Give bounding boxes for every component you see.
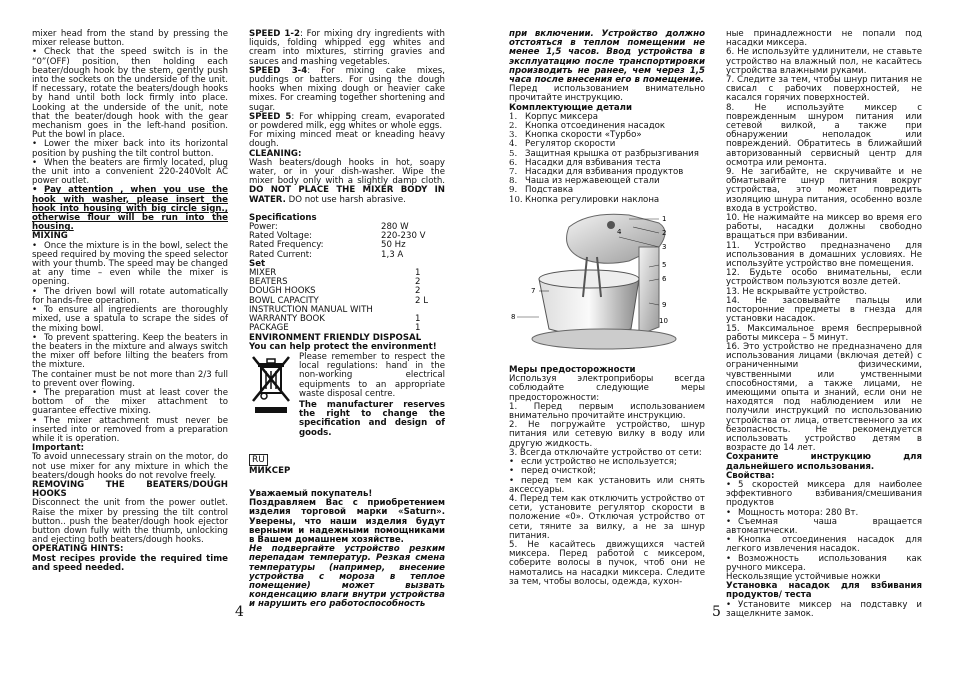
text-block: DO not use harsh abrasive.	[288, 194, 406, 205]
text-block: Возможность использования как ручного миксера.	[726, 553, 922, 573]
parts-item: 6. Насадки для взбивания теста	[509, 157, 661, 168]
text-block: When the beaters are firmly located, plug the unit into a convenient 220-240Volt AC power outlet.	[32, 157, 228, 187]
set-row: WARRANTY BOOK 1	[249, 314, 421, 325]
callout-label: 2	[662, 228, 667, 237]
text-block: The preparation must at least cover the bottom of the mixer attachment to guarantee effective mixing.	[32, 387, 228, 417]
callout-label: 9	[662, 300, 667, 309]
page-number: 5	[712, 604, 721, 620]
section-heading-mixing: MIXING	[32, 231, 68, 242]
text-block: Please remember to respect the local regulations: hand in the non-working electrical equipments to an appropriate waste disposal centre.	[299, 351, 445, 399]
text-block: 6. Не используйте удлинители, не ставьте устройство на влажный пол, не касайтесь устройства влажными руками.	[726, 47, 922, 76]
section-heading-install: Установка насадок для взбивания продуктов/ теста	[726, 581, 922, 601]
section-heading-important: Important:	[32, 443, 85, 454]
text-block: 10. Не нажимайте на миксер во время его работы, насадки должны свободно вращаться при взбивании.	[726, 213, 922, 242]
callout-label: 6	[662, 274, 667, 283]
callout-label: 10	[659, 316, 668, 325]
text-block: 16. Это устройство не предназначено для использования лицами (включая детей) с ограниченными физическими, чувственными или умственными способностями, а также лицами, не имеющими опыта и знаний, если они не находятся под наблюдением или не получили инструкций по использованию устройства от лица, ответственного за их безопасность. Не рекомендуется использовать устройство детям в возрасте до 14 лет.	[726, 341, 922, 454]
page4-left-column	[32, 30, 228, 573]
text-block: Lower the mixer back into its horizontal position by pushing the tilt control button.	[32, 139, 228, 159]
callout-label: 3	[662, 242, 667, 251]
text-block: Нескользящие устойчивые ножки	[726, 571, 881, 582]
page-number: 4	[235, 604, 244, 620]
section-heading-parts: Комплектующие детали	[509, 102, 632, 113]
set-row: BEATERS 2	[249, 277, 421, 288]
set-row: INSTRUCTION MANUAL WITH	[249, 304, 373, 315]
warning-text: DO NOT PLACE THE MIXER BODY IN WATER.	[249, 185, 445, 205]
text-block: 1. Перед первым использованием внимательно прочитайте инструкцию.	[509, 401, 705, 422]
spec-row: Rated Frequency: 50 Hz	[249, 240, 406, 251]
parts-item: 10. Кнопка регулировки наклона	[509, 194, 660, 205]
callout-label: 7	[531, 286, 536, 295]
set-row: PACKAGE 1	[249, 323, 421, 334]
parts-item: 7. Насадки для взбивания продуктов	[509, 167, 684, 178]
section-heading-specifications: Specifications	[249, 212, 317, 223]
callout-label: 1	[662, 214, 667, 223]
text-block: 12. Будьте особо внимательны, если устройством пользуются возле детей.	[726, 268, 922, 288]
text-block: перед очисткой;	[521, 466, 596, 477]
text-block: Кнопка отсоединения насадок для легкого извлечения насадок.	[726, 535, 922, 555]
set-row: BOWL CAPACITY 2 L	[249, 295, 428, 306]
text-block: если устройство не используется;	[521, 457, 677, 468]
section-heading-set: Set	[249, 258, 266, 269]
stand-mixer-image	[509, 207, 705, 357]
page4-right-column	[249, 30, 445, 610]
speed-label: SPEED 3-4	[249, 65, 308, 76]
text-block: The container must be not more than 2/3 full to prevent over flowing.	[32, 369, 228, 389]
spec-row: Power: 280 W	[249, 222, 409, 233]
text-block: Установите миксер на подставку и защелкните замок.	[726, 599, 922, 619]
text-block: 5. Не касайтесь движущихся частей миксера. Перед работой с миксером, соберите волосы в пучок, чтоб они не намотались на насадки миксера. Следите за тем, чтобы волосы, одежда, кухон-	[509, 539, 705, 587]
text-block: To ensure all ingredients are thoroughly mixed, use a spatula to scrape the sides of the mixing bowl.	[32, 305, 228, 334]
callout-label: 5	[662, 260, 667, 269]
section-heading-cleaning: CLEANING:	[249, 148, 302, 159]
parts-item: 9. Подставка	[509, 185, 574, 196]
text-block: 8. Не используйте миксер с поврежденным шнуром питания или сетевой вилкой, а также при обнаружении неполадок или повреждений. Обратитесь в ближайший авторизованный сервисный центр для осмотра или ремонта.	[726, 102, 922, 168]
text-block: 9. Не загибайте, не скручивайте и не обматывайте шнур питания вокруг устройства, это может повредить изоляцию шнура питания, особенно возле входа в устройство.	[726, 167, 922, 214]
text-block: The driven bowl will rotate automatically for hands-free operation.	[32, 286, 228, 306]
text-block: To avoid unnecessary strain on the motor, do not use mixer for any mixture in which the beaters/dough hooks do not revolve freely.	[32, 452, 228, 481]
parts-item: 4. Регулятор скорости	[509, 139, 616, 150]
speed-label: SPEED 1-2	[249, 29, 300, 39]
spec-row: Rated Voltage: 220-230 V	[249, 231, 426, 242]
text-block: 11. Устройство предназначено для использования в домашних условиях. Не используйте устройство вне помещения.	[726, 240, 922, 270]
warning-text: Не подвергайте устройство резким перепадам температур. Резкая смена температуры (например, внесение устройства с мороза в теплое помещение) может вызвать конденсацию влаги внутри устройства и нарушить его работоспособность	[249, 544, 445, 610]
text-block: 7. Следите за тем, чтобы шнур питания не свисал с рабочих поверхностей, не касался горячих поверхностей.	[726, 75, 922, 104]
text-block: The mixer attachment must never be inserted into or removed from a preparation while it is operation.	[32, 415, 228, 444]
text-block: Мощность мотора: 280 Вт.	[738, 507, 859, 518]
text-block: Disconnect the unit from the power outlet. Raise the mixer by pressing the tilt control button.. push the beater/dough hook ejector button down fully with the thumb, unlocking and ejecting both beaters/dough hooks.	[32, 498, 228, 546]
text-block: 2. Не погружайте устройство, шнур питания или сетевую вилку в воду или другую жидкость.	[509, 420, 705, 449]
text-block: : For mixing dry ingredients with liquids, folding whipped egg whites and cream into mixtures, stirring gravies and sauces and mashing vegetables.	[249, 29, 445, 67]
text-block: : For whipping cream, evaporated or powdered milk, egg whites or whole eggs.	[249, 111, 445, 132]
text-block: : For mixing cake mixes, puddings or batters. For using the dough hooks when mixing dough or heavier cake mixes. For creaming together shortening and sugar.	[249, 65, 445, 113]
text-block: Once the mixture is in the bowl, select the speed required by moving the speed selector with your thumb. The speed may be changed at any time – even while the mixer is opening.	[32, 240, 228, 288]
page5-left-column	[509, 30, 705, 587]
bullet	[509, 466, 521, 476]
text-block: To prevent spattering. Keep the beaters in the beaters in the mixture and always switch the mixer off before lilting the beaters from the mixture.	[32, 332, 228, 371]
product-title: МИКСЕР	[249, 465, 291, 476]
text-block: Используя электроприборы всегда соблюдайте следующие меры предосторожности:	[509, 374, 705, 403]
parts-item: 1. Корпус миксера	[509, 111, 598, 122]
parts-item: 5. Защитная крышка от разбрызгивания	[509, 148, 699, 159]
section-heading-keep: Сохраните инструкцию для дальнейшего использования.	[726, 452, 922, 472]
warning-text: при включении. Устройство должно отстояться в теплом помещении не менее 1,5 часов. Ввод устройства в эксплуатацию после транспортировки производить не ранее, чем через 1,5 часа после внесения его в помещение.	[509, 29, 705, 86]
text-block: 15. Максимальное время беспрерывной работы миксера – 5 минут.	[726, 323, 922, 343]
text-block: 13. Не вскрывайте устройство.	[726, 286, 867, 297]
text-block: Уважаемый покупатель!	[249, 488, 373, 499]
parts-item: 3. Кнопка скорости «Турбо»	[509, 130, 642, 141]
crossed-bin-icon	[249, 353, 293, 415]
text-block: Most recipes provide the required time and speed needed.	[32, 553, 228, 573]
text-block: ные принадлежности не попали под насадки миксера.	[726, 29, 922, 49]
text-block: 3. Всегда отключайте устройство от сети:	[509, 447, 702, 458]
text-block: The manufacturer reserves the right to change the specification and design of goods.	[299, 399, 445, 438]
text-block: mixer head from the stand by pressing the mixer release button.	[32, 29, 228, 49]
spec-row: Rated Current: 1,3 A	[249, 249, 404, 260]
text-block: Wash beaters/dough hooks in hot, soapy water, or in your dish-washer. Wipe the mixer body only with a slightly damp cloth.	[249, 157, 445, 187]
text-block: For mixing minced meat or kneading heavy dough.	[249, 130, 445, 150]
text-block: Поздравляем Вас с приобретением изделия торговой марки «Saturn». Уверены, что наши изделия будут верными и надежными помощниками в Вашем домашнем хозяйстве.	[249, 498, 445, 545]
set-row: DOUGH HOOKS 2	[249, 286, 421, 297]
section-heading-safety: Меры предосторожности	[509, 365, 636, 376]
section-heading-removing: REMOVING THE BEATERS/DOUGH HOOKS	[32, 479, 228, 500]
callout-label: 8	[511, 312, 516, 321]
parts-item: 2. Кнопка отсоединения насадок	[509, 121, 666, 132]
text-block: 4. Перед тем как отключить устройство от сети, установите регулятор скорости в положение «0». Отключая устройство от сети, тяните за вилку, а не за шнур питания.	[509, 493, 705, 541]
text-block: 5 скоростей миксера для наиболее эффективного взбивания/смешивания продуктов	[726, 479, 922, 509]
text-block: 14. Не засовывайте пальцы или посторонние предметы в гнезда для установки насадок.	[726, 295, 922, 325]
language-badge: RU	[249, 454, 268, 466]
section-heading-disposal: ENVIRONMENT FRIENDLY DISPOSAL	[249, 332, 422, 343]
text-block: Перед использованием внимательно прочитайте инструкцию.	[509, 84, 705, 104]
page5-right-column	[726, 30, 922, 619]
text-block: You can help protect the environment!	[249, 341, 437, 352]
section-heading-hints: OPERATING HINTS:	[32, 544, 124, 555]
text-block: Check that the speed switch is in the “0”(OFF) position, then holding each beater/dough hook by the stem, gently push into the sockets on the underside of the unit. If necessary, rotate the beaters/dough hooks by hand until both lock firmly into place. Looking at the underside of the unit, note that the beater/dough hook with the gear mechanism goes in the left-hand position. Put the bowl in place.	[32, 47, 228, 141]
callout-label: 4	[617, 227, 622, 236]
text-block: Съемная чаша вращается автоматически.	[726, 516, 922, 536]
attention-note: Pay attention , when you use the hook with washer, please insert the hook into housing with big circle sign., otherwise flour will be run into the housing.	[32, 185, 228, 233]
section-heading-properties: Свойства:	[726, 470, 775, 481]
parts-item: 8. Чаша из нержавеющей стали	[509, 176, 660, 187]
speed-label: SPEED 5	[249, 111, 292, 122]
text-block: перед тем как установить или снять аксессуары.	[509, 475, 705, 495]
set-row: MIXER 1	[249, 268, 421, 279]
